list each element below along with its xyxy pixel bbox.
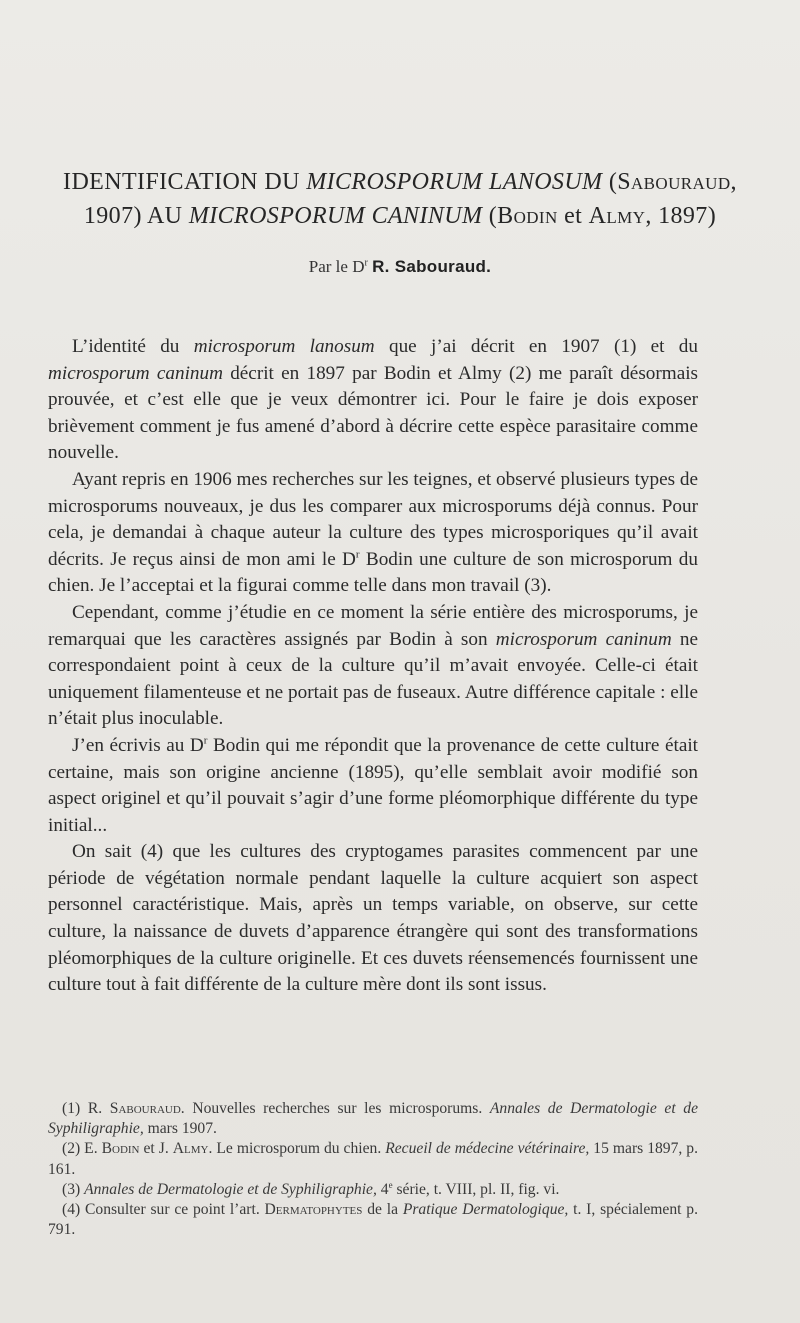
title-et: et bbox=[557, 203, 589, 229]
paragraph-5: On sait (4) que les cultures des cryptogames parasites commencent par une période de végétation normale pendant laquelle la culture acquiert son aspect personnel caractéristique. Mais, après un temps variable, on observe, sur cette culture, la naissance de duvets d’apparence étrangère qui sont des transformations pléomorphiques de la culture originelle. Et ces duvets réensemencés fournissent une culture tout à fait différente de la culture mère dont ils sont issus. bbox=[48, 841, 698, 996]
paragraph-4 bbox=[48, 733, 698, 839]
text-run: que j’ai décrit en 1907 (1) et du bbox=[374, 336, 698, 357]
byline bbox=[40, 256, 760, 278]
footnote-text: . Le microsporum du chien. bbox=[208, 1140, 386, 1158]
paragraph-3 bbox=[48, 600, 698, 733]
footnote-journal: Annales de Dermatologie et de Syphiligraphie, bbox=[48, 1100, 699, 1138]
title-year: 1907) AU bbox=[83, 203, 189, 229]
title-comma: , bbox=[730, 169, 737, 195]
footnote-text: (4) Consulter sur ce point l’art. bbox=[62, 1201, 265, 1219]
footnotes bbox=[48, 1099, 698, 1240]
footnote-author: Sabouraud bbox=[109, 1100, 181, 1117]
superscript: r bbox=[203, 734, 208, 747]
title-author-sabouraud: Sabouraud bbox=[617, 169, 731, 195]
title-author-bodin: Bodin bbox=[497, 203, 558, 229]
footnote-2 bbox=[48, 1139, 698, 1179]
superscript: e bbox=[388, 1179, 393, 1190]
footnote-text: 15 mars 1897, p. 161. bbox=[48, 1140, 698, 1178]
title-author-almy: Almy bbox=[588, 203, 646, 229]
byline-prefix: Par le D bbox=[308, 257, 365, 276]
footnote-text: 4 bbox=[376, 1180, 389, 1198]
footnote-article: Dermatophytes bbox=[264, 1201, 363, 1219]
byline-author: R. Sabouraud. bbox=[372, 257, 492, 276]
footnote-text: de la bbox=[362, 1201, 403, 1219]
species-lanosum: microsporum lanosum bbox=[193, 336, 375, 357]
footnote-journal: Pratique Dermatologique, bbox=[402, 1201, 569, 1219]
species-caninum: microsporum caninum bbox=[495, 628, 672, 650]
footnote-text: . Nouvelles recherches sur les microsporums. bbox=[180, 1100, 490, 1117]
text-run: Bodin qui me répondit que la provenance de cette culture était certaine, mais son origine ancienne (1895), qu’elle semblait avoir modifié son aspect originel et qu’il pouvait s’agir d’une forme pléomorphique différente du type initial... bbox=[48, 734, 698, 836]
title-text: IDENTIFICATION DU bbox=[63, 169, 307, 195]
text-run: Ayant repris en 1906 mes recherches sur les teignes, et observé plusieurs types de microsporums nouveaux, je dus les comparer aux microsporums déjà connus. Pour cela, je demandai à chaque auteur la culture des types microsporiques qu’il avait décrits. Je reçus ainsi de mon ami le D bbox=[48, 468, 698, 570]
article-body bbox=[48, 334, 698, 999]
species-caninum: microsporum caninum bbox=[48, 362, 223, 384]
text-run: décrit en 1897 par Bodin et Almy (2) me paraît désormais prouvée, et c’est elle que je veux démontrer ici. Pour le faire je dois exposer brièvement comment je fus amené d’abord à décrire cette espèce parasitaire comme nouvelle. bbox=[48, 362, 699, 464]
footnote-text: (1) R. bbox=[62, 1100, 110, 1117]
text-run: Bodin une culture de son microsporum du chien. Je l’acceptai et la figurai comme telle dans mon travail (3). bbox=[48, 548, 698, 597]
footnote-text: mars 1907. bbox=[143, 1120, 217, 1138]
footnote-4 bbox=[48, 1200, 698, 1240]
footnote-3 bbox=[48, 1180, 698, 1200]
footnote-text: (2) E. bbox=[62, 1140, 102, 1158]
footnote-text: (3) bbox=[62, 1180, 85, 1198]
text-run: Cependant, comme j’étudie en ce moment la série entière des microsporums, je remarquai que les caractères assignés par Bodin à son bbox=[48, 601, 698, 650]
title-paren: ( bbox=[602, 169, 618, 195]
footnote-journal: Annales de Dermatologie et de Syphiligraphie, bbox=[84, 1180, 377, 1198]
footnote-journal: Recueil de médecine vétérinaire, bbox=[385, 1140, 590, 1158]
title-year-end: , 1897) bbox=[645, 203, 717, 229]
footnote-text: série, t. VIII, pl. II, fig. vi. bbox=[392, 1180, 560, 1198]
text-run: L’identité du bbox=[72, 336, 194, 357]
title-species-caninum: MICROSPORUM CANINUM bbox=[188, 203, 483, 229]
text-run: J’en écrivis au D bbox=[72, 734, 204, 756]
footnote-author: Almy bbox=[172, 1140, 209, 1158]
paragraph-2 bbox=[48, 467, 698, 600]
footnote-text: t. I, spécialement p. 791. bbox=[48, 1201, 698, 1239]
superscript: r bbox=[355, 548, 360, 561]
footnote-1 bbox=[48, 1099, 698, 1139]
text-run: ne correspondaient point à ceux de la culture qu’il m’avait envoyée. Celle-ci était uniquement filamenteuse et ne portait pas de fuseaux. Autre différence capitale : elle n’était plus inoculable. bbox=[48, 628, 698, 730]
footnote-author: Bodin bbox=[101, 1140, 140, 1158]
article-title bbox=[40, 165, 760, 233]
byline-sup: r bbox=[364, 257, 368, 269]
title-species-lanosum: MICROSPORUM LANOSUM bbox=[306, 169, 603, 195]
paragraph-1 bbox=[48, 334, 698, 467]
title-paren-open: ( bbox=[482, 203, 498, 229]
footnote-text: et J. bbox=[139, 1140, 173, 1158]
